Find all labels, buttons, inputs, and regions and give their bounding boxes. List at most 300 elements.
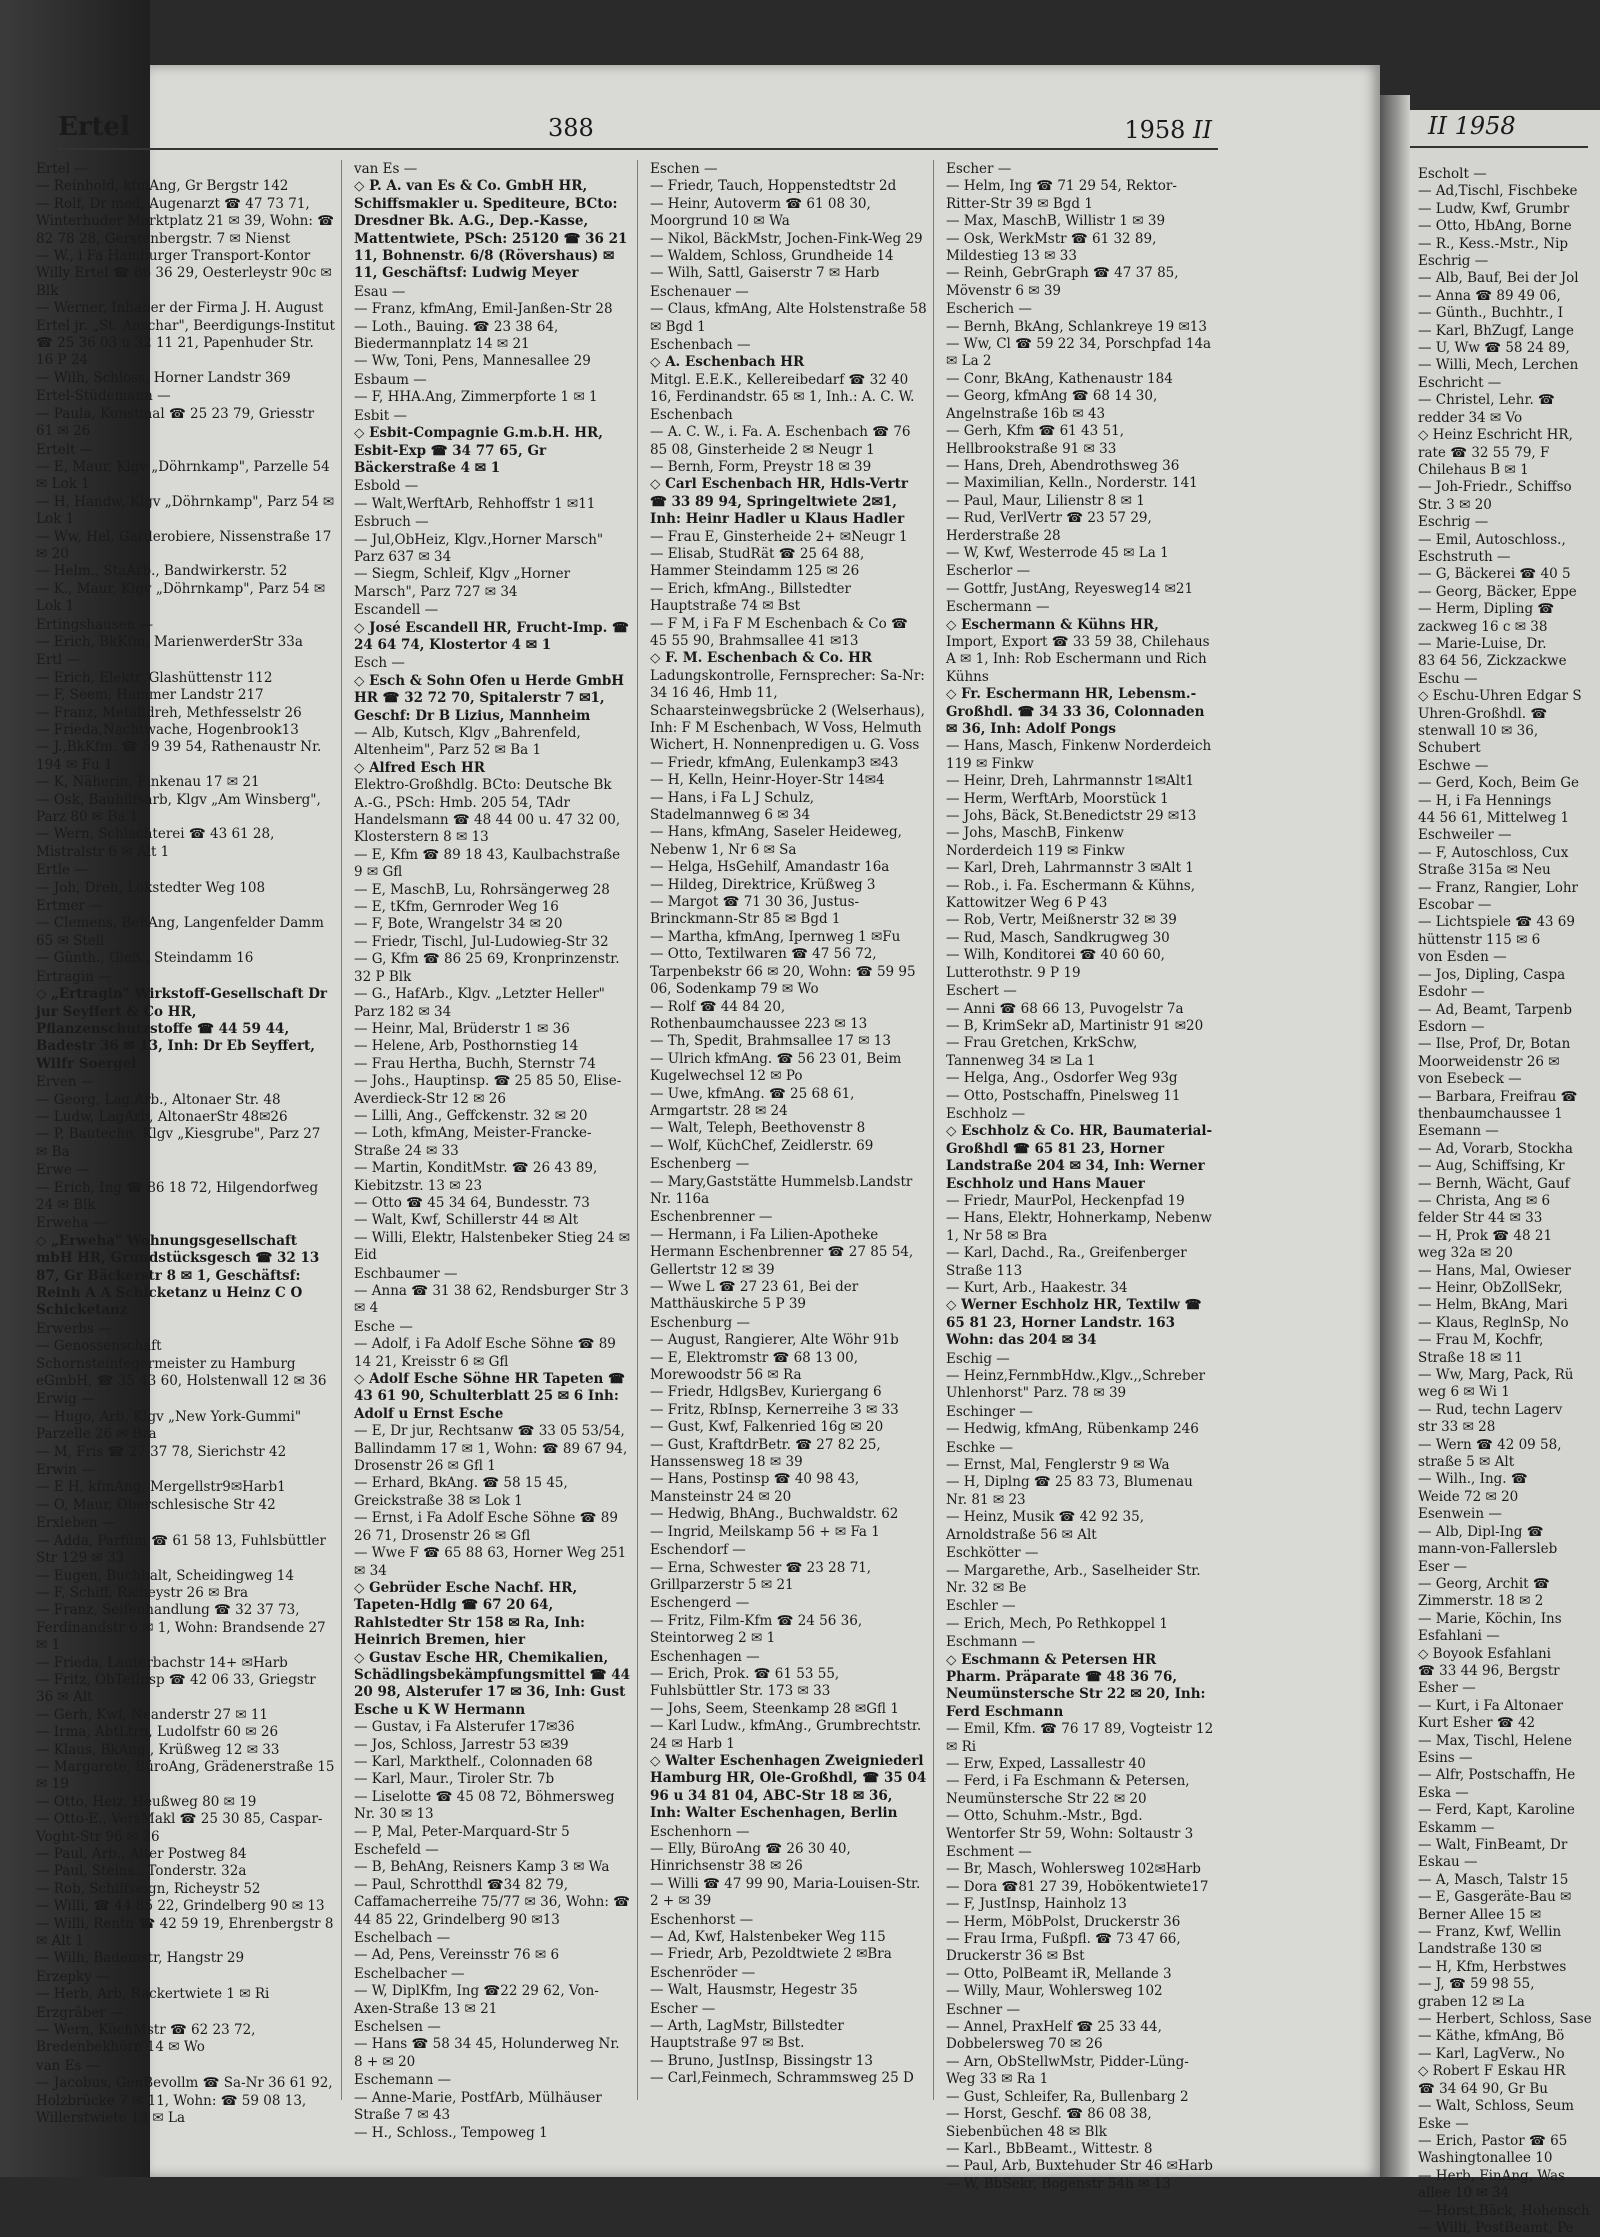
- facing-page-entry: — Otto, HbAng, Borne: [1418, 218, 1572, 235]
- directory-entry: — Osk, Bauhilfsarb, Klgv „Am Winsberg", Parz 80 ✉ Ba 1: [36, 791, 321, 826]
- surname-heading: Esbaum —: [354, 371, 427, 388]
- directory-entry: — Walt, Hausmstr, Hegestr 35: [650, 1982, 858, 1999]
- surname-heading: Eschefeld —: [354, 1842, 439, 1858]
- directory-entry: — Reinhold, kfmAng, Gr Bergstr 142: [36, 178, 289, 195]
- directory-entry: — Frieda, Lauterbachstr 14+ ✉Harb: [36, 1654, 288, 1671]
- facing-page-entry: Eser —: [1418, 1558, 1468, 1575]
- directory-entry: — Bernh, BkAng, Schlankreye 19 ✉13: [946, 318, 1207, 335]
- directory-entry: — Rolf, Dr med, Augenarzt ☎ 47 73 71, Winterhuder Marktplatz 21 ✉ 39, Wohn: ☎ 82 78 28, Gerstenbergstr. 7 ✉ Nienst: [36, 195, 335, 247]
- facing-page-entry: Eschricht —: [1418, 374, 1502, 391]
- directory-entry: ◇ Gebrüder Esche Nachf. HR, Tapeten-Hdlg ☎ 67 20 64, Rahlstedter Str 158 ✉ Ra, Inh: Heinrich Bremen, hier: [354, 1579, 586, 1649]
- directory-entry: — Karl, Maur., Tiroler Str. 7b: [354, 1771, 555, 1788]
- directory-entry: — Hedwig, BhAng., Buchwaldstr. 62: [650, 1506, 899, 1523]
- directory-entry: ◇ Esch & Sohn Ofen u Herde GmbH HR ☎ 32 72 70, Spitalerstr 7 ✉1, Geschf: Dr B Lizius, Mannheim: [354, 672, 625, 724]
- facing-page-entry: Eschwe —: [1418, 757, 1489, 774]
- directory-entry: — Hans, Masch, Finkenw Norderdeich 119 ✉ Finkw: [946, 738, 1212, 772]
- directory-entry: — Georg, kfmAng ☎ 68 14 30, Angelnstraße 16b ✉ 43: [946, 388, 1158, 422]
- surname-heading: Eschke —: [946, 1439, 1013, 1456]
- facing-page-entry: Eschu —: [1418, 670, 1478, 687]
- facing-page-entry: — F, Autoschloss, Cux: [1418, 844, 1569, 861]
- directory-entry: — W, DiplKfm, Ing ☎22 29 62, Von-Axen-Straße 13 ✉ 21: [354, 1983, 599, 2017]
- surname-heading: Eschelsen —: [354, 2019, 441, 2036]
- facing-page-entry: — Franz, Kwf, Wellin: [1418, 1924, 1562, 1941]
- directory-entry: — Anna ☎ 31 38 62, Rendsburger Str 3 ✉ 4: [354, 1283, 629, 1317]
- directory-entry: — Karl, Dreh, Lahrmannstr 3 ✉Alt 1: [946, 860, 1194, 877]
- directory-entry: Ladungskontrolle, Fernsprecher: Sa-Nr: 34 16 46, Hmb 11, Schaarsteinwegsbrücke 2 (Welserhaus), Inh: F M Eschenbach, W Voss, Helmuth Wichert, H. Nonnenpredigen u. G. Voss: [650, 667, 925, 754]
- surname-heading: Eschen —: [650, 161, 718, 177]
- directory-entry: — Emil, Kfm. ☎ 76 17 89, Vogteistr 12 ✉ Ri: [946, 1721, 1214, 1755]
- directory-entry: — Johs, Seem, Steenkamp 28 ✉Gfl 1: [650, 1700, 899, 1717]
- facing-page-entry: str 33 ✉ 28: [1418, 1419, 1496, 1436]
- directory-entry: Elektro-Großhdlg. BCto: Deutsche Bk A.-G., PSch: Hmb. 205 54, TAdr Handelsmann ☎ 48 44 00 u. 47 32 00, Klosterstern 8 ✉ 13: [354, 777, 621, 846]
- facing-page-entry: Eska —: [1418, 1784, 1469, 1801]
- directory-entry: — G, Kfm ☎ 86 25 69, Kronprinzenstr. 32 P Blk: [354, 951, 620, 985]
- book-gutter: [1380, 95, 1410, 2177]
- facing-page-entry: redder 34 ✉ Vo: [1418, 409, 1523, 426]
- directory-entry: — Friedr, Arb, Pezoldtwiete 2 ✉Bra: [650, 1946, 892, 1963]
- directory-entry: — Paul, Schrotthdl ☎34 82 79, Caffamacherreihe 75/77 ✉ 36, Wohn: ☎ 44 85 22, Grindelberg 90 ✉13: [354, 1876, 630, 1928]
- facing-page-entry: Str. 3 ✉ 20: [1418, 496, 1492, 513]
- facing-page-entry: Straße 18 ✉ 11: [1418, 1349, 1523, 1366]
- surname-heading: Erwig —: [36, 1391, 95, 1408]
- directory-entry: — Frau Hertha, Buchh, Sternstr 74: [354, 1055, 596, 1072]
- directory-entry: — Irma, AbtLtrn, Ludolfstr 60 ✉ 26: [36, 1724, 279, 1741]
- directory-entry: — Erich, Elektr, Glashüttenstr 112: [36, 669, 273, 686]
- facing-page-entry: Eschrig —: [1418, 253, 1489, 270]
- facing-page-entry: — Walt, Schloss, Seum: [1418, 2098, 1574, 2115]
- facing-page-entry: — H, Prok ☎ 48 21: [1418, 1227, 1553, 1244]
- directory-entry: — J.,BkKfm. ☎ 59 39 54, Rathenaustr Nr. 194 ✉ Fu 1: [36, 739, 322, 773]
- directory-entry: — Hedwig, kfmAng, Rübenkamp 246: [946, 1421, 1199, 1438]
- facing-page-entry: — Georg, Bäcker, Eppe: [1418, 583, 1577, 600]
- directory-entry: — Otto ☎ 45 34 64, Bundesstr. 73: [354, 1194, 590, 1211]
- facing-page-entry: — Kurt, i Fa Altonaer: [1418, 1697, 1563, 1714]
- directory-entry: — Walt, Teleph, Beethovenstr 8: [650, 1120, 866, 1137]
- directory-entry: — Margot ☎ 71 30 36, Justus-Brinckmann-Str 85 ✉ Bgd 1: [650, 894, 860, 928]
- directory-entry: — Waldem, Schloss, Grundheide 14: [650, 248, 894, 265]
- directory-entry: — Br, Masch, Wohlersweg 102✉Harb: [946, 1861, 1201, 1878]
- facing-page-entry: rate ☎ 32 55 79, F: [1418, 444, 1550, 461]
- directory-columns: [30, 160, 1215, 2192]
- directory-entry: — H, Handw, Klgv „Döhrnkamp", Parz 54 ✉ Lok 1: [36, 493, 335, 528]
- directory-entry: — Uwe, kfmAng. ☎ 25 68 61, Armgartstr. 28 ✉ 24: [650, 1085, 855, 1119]
- directory-entry: — Helene, Arb, Posthornstieg 14: [354, 1038, 579, 1055]
- directory-entry: — Hermann, i Fa Lilien-Apotheke Hermann Eschenbrenner ☎ 27 85 54, Gellertstr 12 ✉ 39: [650, 1226, 914, 1278]
- surname-heading: Eschenhorst —: [650, 1911, 754, 1928]
- directory-entry: — Herm, WerftArb, Moorstück 1: [946, 790, 1169, 807]
- directory-entry: — August, Rangierer, Alte Wöhr 91b: [650, 1332, 899, 1349]
- facing-page-entry: von Esebeck —: [1418, 1071, 1522, 1088]
- directory-entry: — Erich, Prok. ☎ 61 53 55, Fuhlsbüttler Str. 173 ✉ 33: [650, 1665, 840, 1700]
- directory-entry: — Wolf, KüchChef, Zeidlerstr. 69: [650, 1137, 874, 1154]
- directory-entry: — E, Maur, Klgv „Döhrnkamp", Parzelle 54 ✉ Lok 1: [36, 458, 330, 493]
- directory-entry: ◇ Walter Eschenhagen Zweigniederl Hamburg HR, Ole-Großhdl, ☎ 35 04 96 u 34 81 04, ABC-Str 18 ✉ 36, Inh: Walter Eschenhagen, Berlin: [650, 1752, 927, 1822]
- facing-page-entry: — Frau M, Kochfr,: [1418, 1332, 1544, 1349]
- directory-entry: — Liselotte ☎ 45 08 72, Böhmersweg Nr. 30 ✉ 13: [354, 1788, 615, 1823]
- directory-entry: — Erhard, BkAng. ☎ 58 15 45, Greickstraße 38 ✉ Lok 1: [354, 1475, 568, 1509]
- facing-page-entry: — Barbara, Freifrau ☎: [1418, 1088, 1578, 1105]
- directory-entry: — Martin, KonditMstr. ☎ 26 43 89, Kiebitzstr. 13 ✉ 23: [354, 1160, 598, 1194]
- directory-entry: — Hans, Elektr, Hohnerkamp, Nebenw 1, Nr 58 ✉ Bra: [946, 1210, 1212, 1244]
- surname-heading: Escandell —: [354, 602, 439, 619]
- surname-heading: Eschenberg —: [650, 1156, 750, 1173]
- facing-page-entry: stenwall 10 ✉ 36,: [1418, 723, 1539, 739]
- facing-page-entry: — Wilh., Ing. ☎: [1418, 1471, 1528, 1488]
- facing-page-entry: von Esden —: [1418, 949, 1507, 966]
- facing-page-entry: — Horst,Bäck, Hohensch: [1418, 2202, 1590, 2219]
- facing-page-entry: Esemann —: [1418, 1123, 1499, 1140]
- directory-entry: — Otto, Heiz, Heußweg 80 ✉ 19: [36, 1793, 257, 1810]
- facing-page-entry: ◇ Robert F Eskau HR: [1418, 2063, 1566, 2080]
- directory-entry: — B, KrimSekr aD, Martinistr 91 ✉20: [946, 1017, 1204, 1034]
- directory-entry: — Frieda,Nachtwache, Hogenbrook13: [36, 722, 299, 738]
- directory-entry: — Martha, kfmAng, Ipernweg 1 ✉Fu: [650, 928, 901, 945]
- facing-page-header: [1410, 110, 1588, 148]
- facing-page-entry: weg 6 ✉ Wi 1: [1418, 1384, 1510, 1401]
- surname-heading: Eschemann —: [354, 2072, 452, 2089]
- surname-heading: Ertragin —: [36, 968, 112, 985]
- directory-entry: — Adda, Parfüm ☎ 61 58 13, Fuhlsbüttler Str 129 ✉ 33: [36, 1532, 326, 1567]
- facing-page-entry: — Walt, FinBeamt, Dr: [1418, 1837, 1568, 1853]
- directory-entry: — Ernst, Mal, Fenglerstr 9 ✉ Wa: [946, 1457, 1170, 1474]
- facing-page-entry: — Heinr, ObZollSekr,: [1418, 1280, 1563, 1296]
- surname-heading: Eschler —: [946, 1598, 1016, 1615]
- directory-column-3: [644, 160, 934, 2100]
- directory-entry: — Gerh, Kwf, Neanderstr 27 ✉ 11: [36, 1706, 269, 1723]
- directory-entry: — Elly, BüroAng ☎ 26 30 40, Hinrichsenstr 38 ✉ 26: [650, 1841, 851, 1875]
- directory-entry: — G., HafArb., Klgv. „Letzter Heller" Parz 182 ✉ 34: [354, 986, 605, 1020]
- facing-page-entry: Zimmerstr. 18 ✉ 2: [1418, 1593, 1544, 1610]
- directory-entry: — Fritz, Film-Kfm ☎ 24 56 36, Steintorweg 2 ✉ 1: [650, 1612, 863, 1647]
- facing-page-entry: Esins —: [1418, 1749, 1473, 1766]
- surname-heading: Escherlor —: [946, 563, 1031, 580]
- facing-page-entry: — H, i Fa Hennings: [1418, 792, 1552, 809]
- directory-entry: ◇ Carl Eschenbach HR, Hdls-Vertr ☎ 33 89 94, Springeltwiete 2✉1, Inh: Heinr Hadler u Klaus Hadler: [650, 476, 908, 528]
- directory-entry: — Otto, Schuhm.-Mstr., Bgd. Wentorfer Str 59, Wohn: Soltaustr 3: [946, 1808, 1194, 1842]
- directory-entry: — Wwe L ☎ 27 23 61, Bei der Matthäuskirche 5 P 39: [650, 1279, 859, 1313]
- facing-page-entry: — Alb, Dipl-Ing ☎: [1418, 1523, 1544, 1540]
- directory-entry: — Ferd, i Fa Eschmann & Petersen, Neumünstersche Str 22 ✉ 20: [946, 1773, 1190, 1807]
- facing-page-entry: mann-von-Fallersleb: [1418, 1541, 1558, 1558]
- directory-entry: ◇ Werner Eschholz HR, Textilw ☎ 65 81 23, Horner Landstr. 163 Wohn: das 204 ✉ 34: [946, 1297, 1202, 1349]
- directory-entry: — Friedr, Tischl, Jul-Ludowieg-Str 32: [354, 933, 609, 950]
- directory-entry: ◇ Eschmann & Petersen HR Pharm. Präparate ☎ 48 36 76, Neumünstersche Str 22 ✉ 20, Inh: Ferd Eschmann: [946, 1651, 1206, 1720]
- directory-entry: — E, Dr jur, Rechtsanw ☎ 33 05 53/54, Ballindamm 17 ✉ 1, Wohn: ☎ 89 67 94, Drosenstr 26 ✉ Gfl 1: [354, 1423, 628, 1475]
- directory-entry: — Gustav, i Fa Alsterufer 17✉36: [354, 1719, 575, 1736]
- facing-page-entry: — Franz, Rangier, Lohr: [1418, 879, 1579, 896]
- facing-page-entry: ☎ 33 44 96, Bergstr: [1418, 1662, 1560, 1679]
- directory-entry: — Clemens, BehAng, Langenfelder Damm 65 ✉ Stell: [36, 915, 324, 949]
- directory-entry: — Rob, Vertr, Meißnerstr 32 ✉ 39: [946, 912, 1177, 929]
- facing-page-entry: Esdohr —: [1418, 984, 1485, 1001]
- directory-entry: — Willy, Maur, Wohlersweg 102: [946, 1983, 1163, 2000]
- facing-page-entry: hüttenstr 115 ✉ 6: [1418, 931, 1541, 948]
- surname-heading: Eschment —: [946, 1844, 1032, 1860]
- directory-entry: — Karl., BbBeamt., Wittestr. 8: [946, 2140, 1153, 2157]
- facing-running-head-year: II 1958: [1428, 112, 1516, 140]
- directory-entry: — Helm., StaArb., Bandwirkerstr. 52: [36, 563, 288, 580]
- facing-page-entry: 83 64 56, Zickzackwe: [1418, 653, 1567, 670]
- page-number: 388: [548, 114, 594, 142]
- directory-entry: — Margarethe, Arb., Saselheider Str. Nr. 32 ✉ Be: [946, 1562, 1201, 1596]
- facing-page-entry: — R., Kess.-Mstr., Nip: [1418, 235, 1569, 252]
- directory-entry: — Hans ☎ 58 34 45, Holunderweg Nr. 8 + ✉ 20: [354, 2036, 620, 2070]
- facing-page-entry: — Marie-Luise, Dr.: [1418, 635, 1547, 652]
- surname-heading: Erwin —: [36, 1462, 95, 1479]
- facing-page-entry: Straße 315a ✉ Neu: [1418, 862, 1551, 879]
- facing-page-entry: straße 5 ✉ Alt: [1418, 1454, 1515, 1471]
- facing-page-entry: — Alb, Bauf, Bei der Jol: [1418, 270, 1579, 287]
- directory-entry: — F, Seem, Hammer Landstr 217: [36, 687, 264, 704]
- directory-entry: ◇ Fr. Eschermann HR, Lebensm.-Großhdl. ☎ 34 33 36, Colonnaden ✉ 36, Inh: Adolf Pongs: [946, 686, 1205, 737]
- facing-page-entry: Escholt —: [1418, 166, 1487, 182]
- facing-page-entry: ◇ Heinz Eschricht HR,: [1418, 427, 1573, 444]
- directory-entry: — Osk, WerkMstr ☎ 61 32 89, Mildestieg 13 ✉ 33: [946, 230, 1157, 265]
- directory-entry: — Loth., Bauing. ☎ 23 38 64, Biedermannplatz 14 ✉ 21: [354, 318, 559, 353]
- surname-heading: Ertle —: [36, 862, 88, 879]
- directory-entry: — Ww, Hel, Garderobiere, Nissenstraße 17 ✉ 20: [36, 528, 332, 562]
- directory-entry: ◇ Esbit-Compagnie G.m.b.H. HR, Esbit-Exp ☎ 34 77 65, Gr Bäckerstraße 4 ✉ 1: [354, 425, 603, 476]
- facing-page-column: [1418, 166, 1598, 2236]
- directory-entry: — Gottfr, JustAng, Reyesweg14 ✉21: [946, 580, 1194, 597]
- directory-entry: — Adolf, i Fa Adolf Esche Söhne ☎ 89 14 21, Kreisstr 6 ✉ Gfl: [354, 1336, 616, 1370]
- directory-entry: — Otto, Postschaffn, Pinelsweg 11: [946, 1087, 1181, 1104]
- directory-entry: — H, Diplng ☎ 25 83 73, Blumenau Nr. 81 ✉ 23: [946, 1474, 1193, 1508]
- surname-heading: Eschendorf —: [650, 1542, 746, 1559]
- directory-entry: — Max, MaschB, Willistr 1 ✉ 39: [946, 213, 1166, 230]
- directory-entry: — K, Näherin, Finkenau 17 ✉ 21: [36, 774, 260, 791]
- facing-page-entry: Eskamm —: [1418, 1819, 1495, 1836]
- facing-page-entry: Uhren-Großhdl. ☎: [1418, 705, 1548, 722]
- surname-heading: Esche —: [354, 1318, 413, 1335]
- directory-entry: — Arn, ObStellwMstr, Pidder-Lüng-Weg 33 ✉ Ra 1: [946, 2053, 1189, 2088]
- facing-page-entry: Escobar —: [1418, 897, 1492, 914]
- directory-entry: — Conr, BkAng, Kathenaustr 184: [946, 370, 1173, 387]
- surname-heading: Eschinger —: [946, 1403, 1033, 1420]
- directory-entry: — Ulrich kfmAng. ☎ 56 23 01, Beim Kugelwechsel 12 ✉ Po: [650, 1050, 902, 1085]
- facing-page-entry: — Klaus, ReglnSp, No: [1418, 1314, 1569, 1331]
- directory-entry: — Wilh, Schloss, Horner Landstr 369: [36, 369, 291, 386]
- facing-page-entry: Esfahlani —: [1418, 1628, 1500, 1645]
- directory-entry: — Alb, Kutsch, Klgv „Bahrenfeld, Altenheim", Parz 52 ✉ Ba 1: [354, 725, 581, 759]
- directory-entry: — Ad, Pens, Vereinsstr 76 ✉ 6: [354, 1947, 560, 1964]
- directory-entry: — Wern, KüchMstr ☎ 62 23 72, Bredenbekhörn 14 ✉ Wo: [36, 2022, 256, 2056]
- surname-heading: Eschenhorn —: [650, 1823, 750, 1840]
- facing-page-entry: — Bernh, Wächt, Gauf: [1418, 1175, 1570, 1192]
- directory-entry: — Bruno, JustInsp, Bissingstr 13: [650, 2052, 873, 2069]
- directory-entry: — Heinr, Dreh, Lahrmannstr 1✉Alt1: [946, 773, 1195, 790]
- directory-entry: — Ww, Toni, Pens, Mannesallee 29: [354, 353, 591, 370]
- directory-entry: — E, MaschB, Lu, Rohrsängerweg 28: [354, 881, 610, 898]
- directory-entry: — Fritz, RbInsp, Kernerreihe 3 ✉ 33: [650, 1401, 899, 1418]
- directory-entry: — Rud, VerlVertr ☎ 23 57 29, Herderstraße 28: [946, 510, 1152, 544]
- directory-entry: — W, Kwf, Westerrode 45 ✉ La 1: [946, 544, 1169, 561]
- facing-page-entry: — Christa, Ang ✉ 6: [1418, 1192, 1551, 1209]
- directory-entry: — Jos, Schloss, Jarrestr 53 ✉39: [354, 1736, 569, 1753]
- surname-heading: Eschenauer —: [650, 283, 749, 300]
- surname-heading: Ertmer —: [36, 898, 103, 915]
- surname-heading: Eschbaumer —: [354, 1265, 458, 1282]
- directory-entry: — Franz, kfmAng, Emil-Janßen-Str 28: [354, 301, 613, 318]
- directory-entry: — Franz, Metalldreh, Methfesselstr 26: [36, 704, 302, 721]
- facing-page-entry: — Ad, Vorarb, Stockha: [1418, 1140, 1573, 1157]
- facing-page-entry: Eske —: [1418, 2115, 1469, 2132]
- facing-page-entry: zackweg 16 c ✉ 38: [1418, 618, 1548, 635]
- surname-heading: Eschkötter —: [946, 1545, 1039, 1562]
- facing-page-entry: — Willi, Mech, Lerchen: [1418, 357, 1579, 374]
- directory-entry: — Werner, Inhaber der Firma J. H. August Ertel jr. „St. Anschar", Beerdigungs-Institut ☎ 25 36 03 u 32 11 21, Papenhuder Str. 16 P 24: [36, 300, 335, 369]
- directory-entry: — O, Maur, Oberschlesische Str 42: [36, 1496, 276, 1513]
- directory-entry: — Paul, Steins., Tonderstr. 32a: [36, 1863, 247, 1880]
- directory-entry: — E, Kfm ☎ 89 18 43, Kaulbachstraße 9 ✉ Gfl: [354, 846, 621, 881]
- directory-entry: — Wilh, Bademstr, Hangstr 29: [36, 1950, 245, 1967]
- facing-page-entry: Chilehaus B ✉ 1: [1418, 461, 1529, 478]
- directory-entry: — Rob., i. Fa. Eschermann & Kühns, Kattowitzer Weg 6 P 43: [946, 877, 1195, 912]
- directory-entry: — Rud, Masch, Sandkrugweg 30: [946, 929, 1170, 946]
- facing-page-entry: — Ad,Tischl, Fischbeke: [1418, 183, 1578, 200]
- directory-entry: ◇ „Erweha" Wohnungsgesellschaft mbH HR, Grundstücksgesch ☎ 32 13 87, Gr Bäckerstr 8 ✉ 1, Geschäftsf: Reinh A A Schicketanz u Heinz C O Schicketanz: [36, 1232, 320, 1319]
- facing-page-entry: — Herb, FinAng, Was: [1418, 2167, 1565, 2184]
- page-header: [58, 112, 1218, 150]
- directory-entry: — P, Mal, Peter-Marquard-Str 5: [354, 1823, 570, 1840]
- surname-heading: Esbit —: [354, 407, 407, 424]
- directory-entry: — E, Elektromstr ☎ 68 13 00, Morewoodstr 56 ✉ Ra: [650, 1349, 858, 1384]
- directory-entry: Import, Export ☎ 33 59 38, Chilehaus A ✉ 1, Inh: Rob Eschermann und Rich Kühns: [946, 633, 1210, 685]
- facing-page-entry: Moorweidenstr 26 ✉: [1418, 1053, 1560, 1070]
- directory-entry: — Klaus, BkAng., Krüßweg 12 ✉ 33: [36, 1741, 280, 1758]
- directory-entry: — Karl Ludw., kfmAng., Grumbrechtstr. 24 ✉ Harb 1: [650, 1718, 922, 1752]
- facing-page-entry: — Ww, Marg, Pack, Rü: [1418, 1367, 1574, 1384]
- facing-page-entry: Schubert: [1418, 740, 1481, 757]
- directory-entry: — Eugen, Buchhalt, Scheidingweg 14: [36, 1567, 294, 1584]
- surname-heading: Ertl —: [36, 652, 80, 669]
- directory-entry: — F, HHA.Ang, Zimmerpforte 1 ✉ 1: [354, 389, 598, 406]
- directory-entry: — E H, kfmAng, Mergellstr9✉Harb1: [36, 1479, 286, 1496]
- surname-heading: Erven —: [36, 1074, 95, 1091]
- surname-heading: Eschig —: [946, 1350, 1010, 1367]
- directory-entry: — Anne-Marie, PostfArb, Mülhäuser Straße 7 ✉ 43: [354, 2089, 602, 2124]
- facing-page-entry: Weide 72 ✉ 20: [1418, 1488, 1519, 1505]
- directory-entry: — Hildeg, Direktrice, Krüßweg 3: [650, 876, 876, 893]
- directory-entry: — Willi, Elektr, Halstenbeker Stieg 24 ✉ Eid: [354, 1229, 631, 1264]
- directory-entry: — Helga, HsGehilf, Amandastr 16a: [650, 859, 890, 876]
- facing-page-entry: — Herm, Dipling ☎: [1418, 601, 1555, 618]
- directory-entry: — Gust, KraftdrBetr. ☎ 27 82 25, Hanssensweg 18 ✉ 39: [650, 1436, 881, 1471]
- directory-entry: — Friedr, HdlgsBev, Kuriergang 6: [650, 1384, 882, 1401]
- facing-page-entry: — Helm, BkAng, Mari: [1418, 1297, 1568, 1314]
- directory-entry: — Elisab, StudRät ☎ 25 64 88, Hammer Steindamm 125 ✉ 26: [650, 545, 865, 580]
- directory-entry: ◇ Adolf Esche Söhne HR Tapeten ☎ 43 61 90, Schulterblatt 25 ✉ 6 Inh: Adolf u Ernst Esche: [354, 1371, 625, 1422]
- facing-page-entry: Esenwein —: [1418, 1506, 1502, 1523]
- directory-entry: — Otto, Textilwaren ☎ 47 56 72, Tarpenbekstr 66 ✉ 20, Wohn: ☎ 59 95 06, Sodenkamp 79 ✉ Wo: [650, 946, 916, 998]
- directory-entry: — Loth, kfmAng, Meister-Francke-Straße 24 ✉ 33: [354, 1125, 592, 1159]
- surname-heading: Esbruch —: [354, 514, 429, 531]
- directory-entry: — Jacobus, GenBevollm ☎ Sa-Nr 36 61 92, Holzbrücke 7 ✉ 11, Wohn: ☎ 59 08 13, Willerstwiete 13 ✉ La: [36, 2075, 333, 2127]
- directory-entry: — Fritz, ObTelInsp ☎ 42 06 33, Griegstr 36 ✉ Alt: [36, 1671, 316, 1706]
- facing-page: [1410, 110, 1600, 2236]
- surname-heading: Eschelbach —: [354, 1930, 451, 1947]
- surname-heading: Eschner —: [946, 2001, 1020, 2018]
- directory-entry: — Wern, Schlachterei ☎ 43 61 28, Mistralstr 6 ✉ Alt 1: [36, 826, 275, 860]
- directory-entry: — Dora ☎81 27 39, Hobökentwiete17: [946, 1878, 1209, 1895]
- directory-entry: — Siegm, Schleif, Klgv „Horner Marsch", Parz 727 ✉ 34: [354, 566, 571, 600]
- facing-page-entry: Washingtonallee 10: [1418, 2150, 1553, 2167]
- directory-entry: — Wilh, Konditorei ☎ 40 60 60, Lutterothstr. 9 P 19: [946, 947, 1165, 981]
- directory-entry: — F, JustInsp, Hainholz 13: [946, 1896, 1127, 1913]
- directory-entry: — Gerh, Kfm ☎ 61 43 51, Hellbrookstraße 91 ✉ 33: [946, 423, 1124, 457]
- facing-page-entry: Esdorn —: [1418, 1018, 1485, 1035]
- directory-entry: — Erw, Exped, Lassallestr 40: [946, 1755, 1146, 1772]
- directory-entry: — Erich, Mech, Po Rethkoppel 1: [946, 1615, 1168, 1632]
- directory-entry: — Johs., Hauptinsp. ☎ 25 85 50, Elise-Averdieck-Str 12 ✉ 26: [354, 1073, 622, 1107]
- directory-entry: — Wilh, Sattl, Gaiserstr 7 ✉ Harb: [650, 265, 880, 282]
- directory-entry: ◇ F. M. Eschenbach & Co. HR: [650, 650, 873, 667]
- surname-heading: Escher —: [650, 2000, 716, 2017]
- directory-entry: — Horst, Geschf. ☎ 86 08 38, Siebenbüchen 48 ✉ Blk: [946, 2106, 1152, 2140]
- facing-page-entry: Eschweiler —: [1418, 827, 1512, 844]
- surname-heading: Escherich —: [946, 301, 1032, 318]
- directory-entry: — Otto-E., VersMakl ☎ 25 30 85, Caspar-Voght-Str 96 ✉ 26: [36, 1811, 323, 1845]
- facing-page-entry: graben 12 ✉ La: [1418, 1993, 1525, 2010]
- surname-heading: Erwerbs —: [36, 1320, 112, 1337]
- facing-page-entry: Kurt Esher ☎ 42: [1418, 1715, 1536, 1732]
- facing-page-entry: — Hans, Mal, Owieser: [1418, 1262, 1571, 1279]
- surname-heading: Escher —: [946, 161, 1012, 177]
- facing-page-entry: — Marie, Köchin, Ins: [1418, 1610, 1562, 1627]
- surname-heading: Eschenburg —: [650, 1314, 750, 1331]
- surname-heading: Erxleben —: [36, 1515, 116, 1532]
- surname-heading: Eschmann —: [946, 1634, 1036, 1651]
- directory-entry: — Frau Irma, Fußpfl. ☎ 73 47 66, Druckerstr 36 ✉ Bst: [946, 1931, 1181, 1965]
- facing-page-entry: — Ilse, Prof, Dr, Botan: [1418, 1036, 1571, 1053]
- surname-heading: Erweha —: [36, 1215, 107, 1232]
- directory-entry: ◇ P. A. van Es & Co. GmbH HR, Schiffsmakler u. Spediteure, BCto: Dresdner Bk. A.G., Dep.-Kasse, Mattentwiete, PSch: 25120 ☎ 36 21 11, Bohnenstr. 6/8 (Rövershaus) ✉ 11, Geschäftsf: Ludwig Meyer: [354, 178, 628, 282]
- directory-entry: — Maximilian, Kelln., Norderstr. 141: [946, 475, 1198, 492]
- surname-heading: Ertelt —: [36, 441, 94, 458]
- directory-entry: ◇ Alfred Esch HR: [354, 759, 485, 776]
- directory-entry: — Walt, Kwf, Schillerstr 44 ✉ Alt: [354, 1212, 579, 1229]
- facing-page-entry: — Max, Tischl, Helene: [1418, 1732, 1573, 1749]
- directory-entry: — Paul, Arb., Alter Postweg 84: [36, 1846, 247, 1862]
- directory-entry: ◇ „Ertragin" Wirkstoff-Gesellschaft Dr jur Seyffert & Co HR, Pflanzenschutzstoffe ☎ 44 59 44, Badestr 36 ✉ 13, Inh: Dr Eb Seyffert, Wilfr Soergel: [36, 986, 328, 1072]
- directory-entry: — Friedr, MaurPol, Heckenpfad 19: [946, 1192, 1185, 1209]
- surname-heading: Esbold —: [354, 478, 419, 495]
- directory-entry: — Friedr, kfmAng, Eulenkamp3 ✉43: [650, 754, 899, 771]
- directory-entry: — Ingrid, Meilskamp 56 + ✉ Fa 1: [650, 1523, 880, 1540]
- facing-page-entry: Esher —: [1418, 1680, 1476, 1697]
- surname-heading: van Es —: [36, 2057, 100, 2074]
- facing-page-entry: — Karl, BhZugf, Lange: [1418, 322, 1575, 339]
- directory-entry: — Helga, Ang., Osdorfer Weg 93g: [946, 1070, 1178, 1087]
- facing-page-entry: — Herbert, Schloss, Sase: [1418, 2011, 1592, 2028]
- directory-entry: — Rob, Schiffseign, Richeystr 52: [36, 1880, 261, 1897]
- directory-column-2: [348, 160, 638, 2141]
- facing-page-entry: — Emil, Autoschloss.,: [1418, 531, 1566, 548]
- surname-heading: Ertingshausen —: [36, 616, 154, 633]
- directory-entry: — K., Maur, Klgv „Döhrnkamp", Parz 54 ✉ Lok 1: [36, 580, 326, 615]
- directory-entry: — Rolf ☎ 44 84 20, Rothenbaumchaussee 223 ✉ 13: [650, 998, 868, 1032]
- facing-page-entry: — Jos, Dipling, Caspa: [1418, 966, 1566, 983]
- surname-heading: Eschelbacher —: [354, 1965, 465, 1982]
- facing-page-entry: — J, ☎ 59 98 55,: [1418, 1976, 1535, 1993]
- facing-page-entry: — G, Bäckerei ☎ 40 5: [1418, 566, 1571, 583]
- directory-entry: ◇ Eschermann & Kühns HR,: [946, 616, 1159, 633]
- directory-entry: — Lilli, Ang., Geffckenstr. 32 ✉ 20: [354, 1107, 588, 1124]
- directory-entry: — M, Fris ☎ 27 37 78, Sierichstr 42: [36, 1443, 287, 1460]
- directory-entry: — Günth., Gieß., Steindamm 16: [36, 950, 254, 967]
- facing-page-entry: Landstraße 130 ✉: [1418, 1941, 1542, 1958]
- surname-heading: Eschenröder —: [650, 1964, 756, 1981]
